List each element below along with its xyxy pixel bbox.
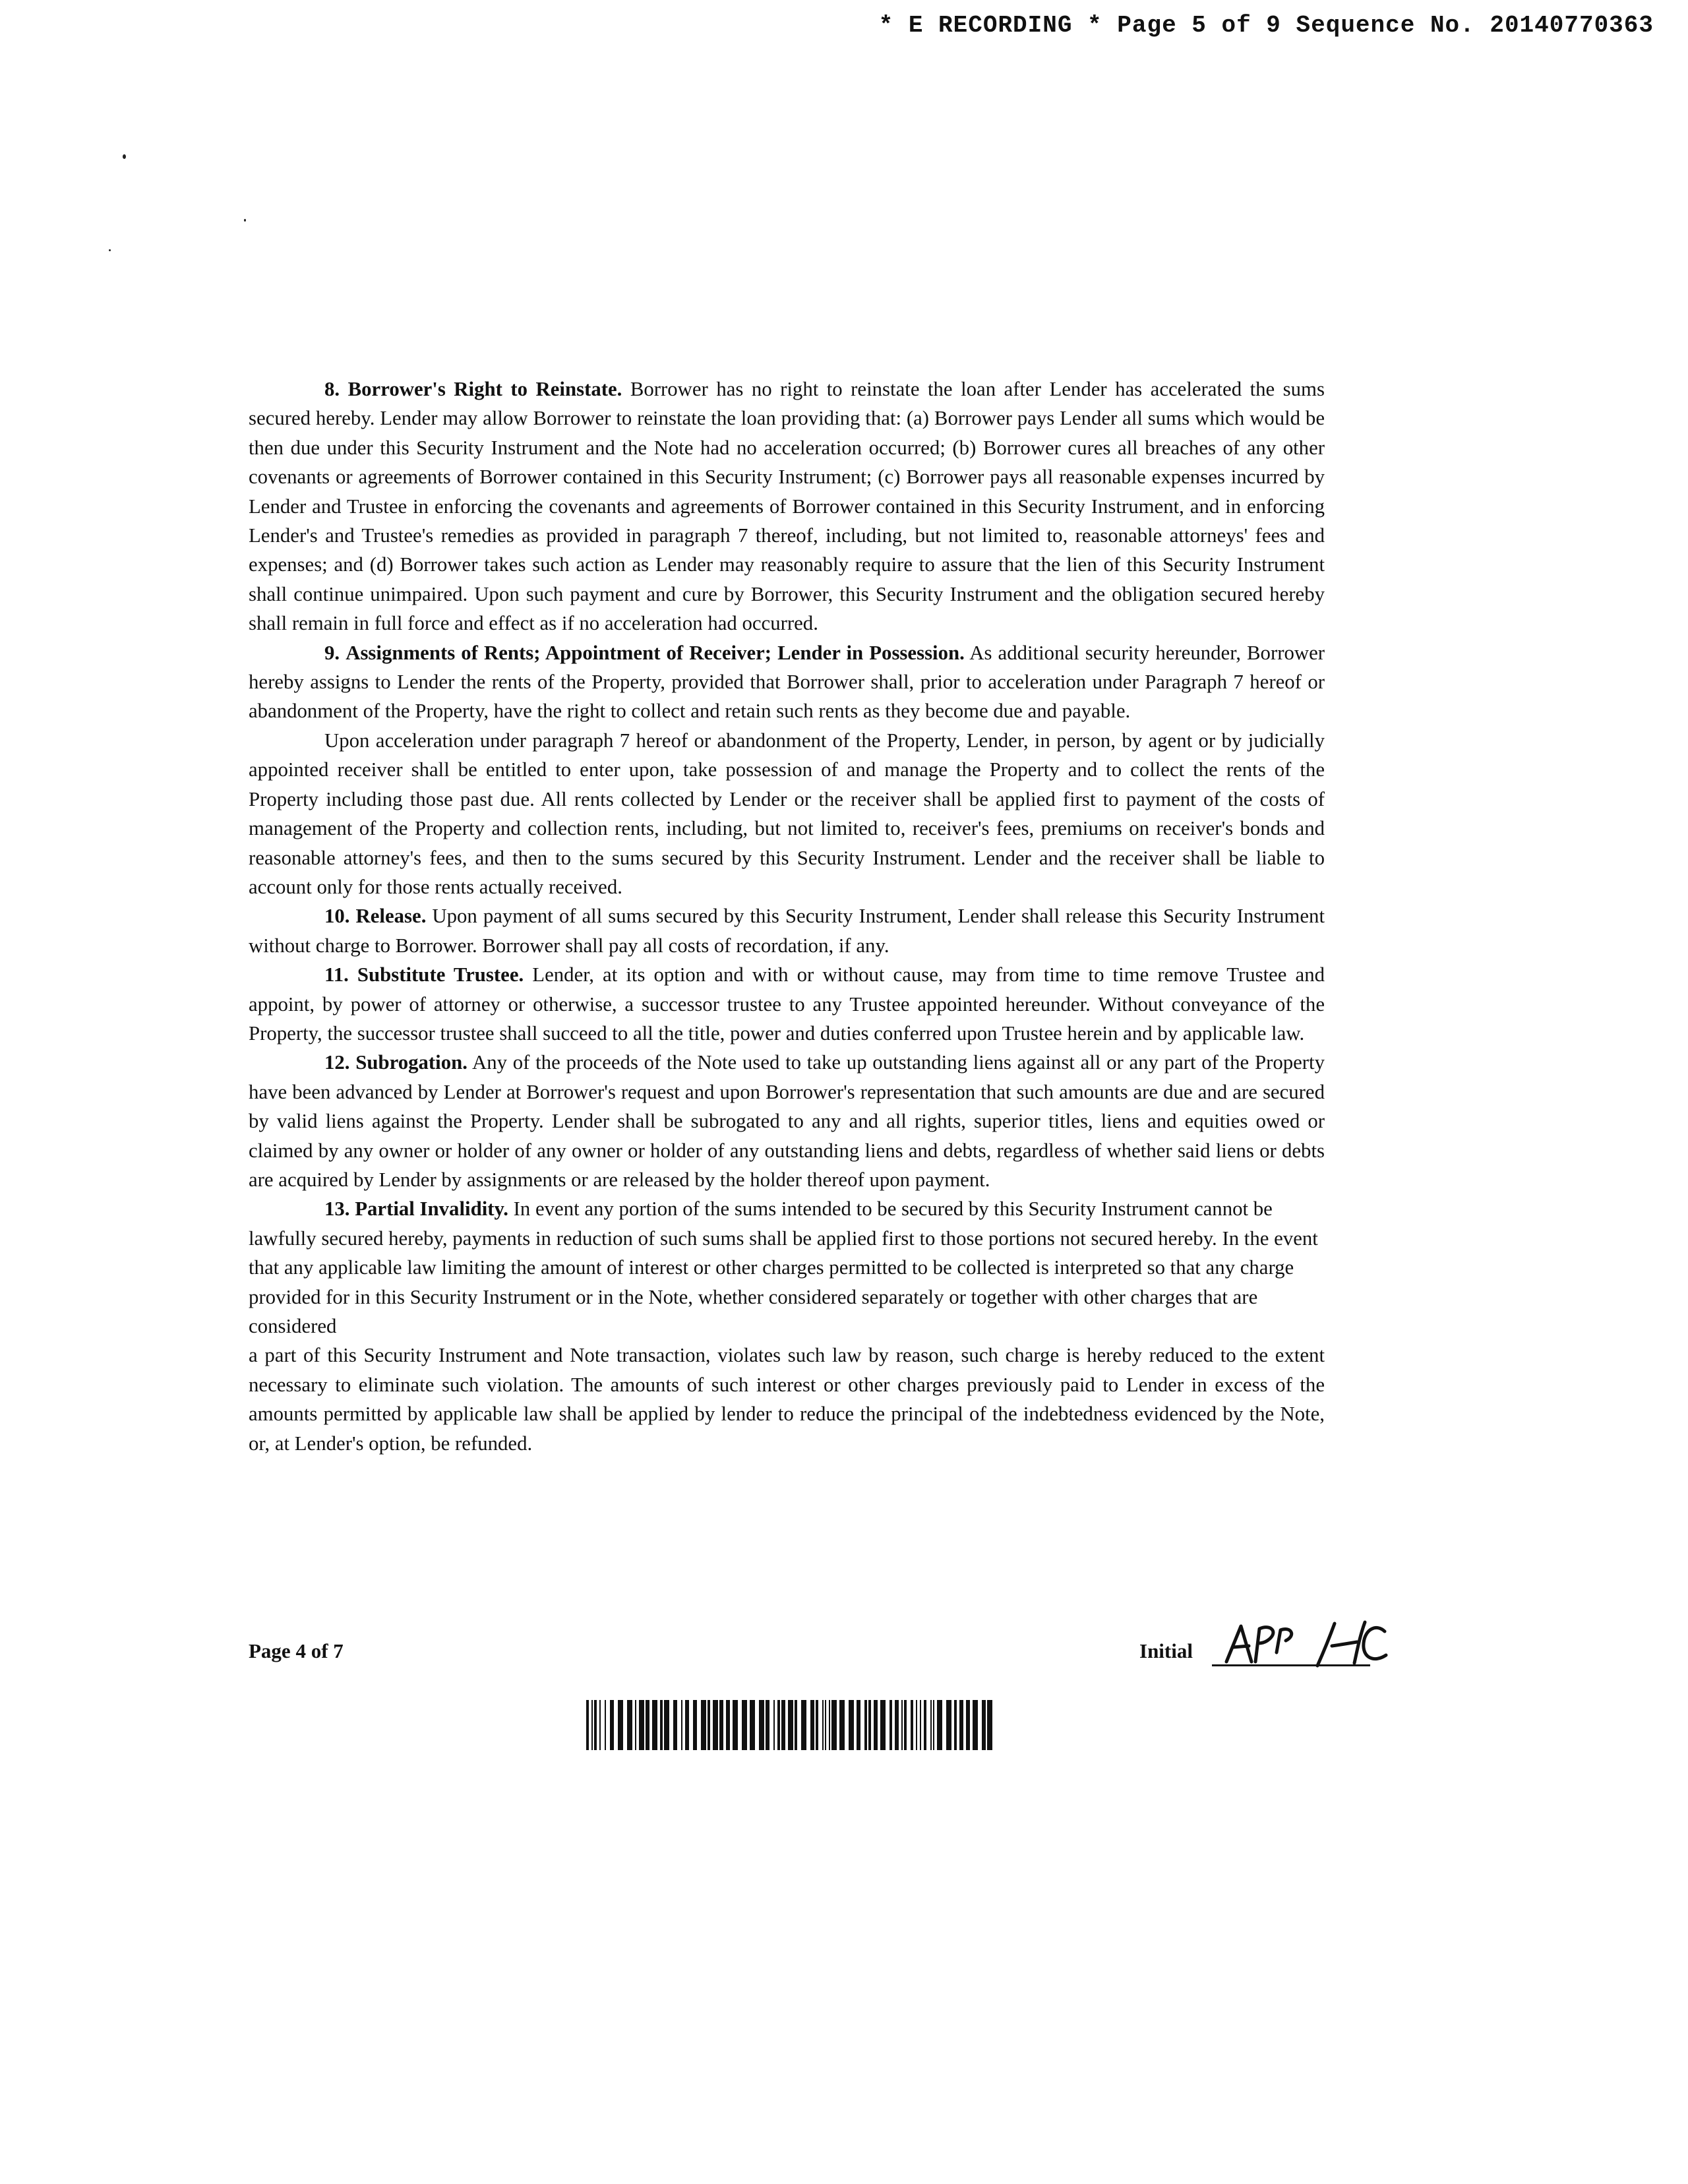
paragraph-partial-invalidity-continued [249,1341,1325,1458]
barcode-bar [987,1700,992,1750]
barcode-bar [849,1700,854,1750]
barcode-bar [889,1700,892,1750]
barcode-bar [857,1700,860,1750]
barcode-bar [664,1700,669,1750]
recording-header: * E RECORDING * Page 5 of 9 Sequence No. 20140770363 [878,12,1654,39]
barcode-bar [759,1700,764,1750]
barcode-bar [973,1700,978,1750]
paragraph-reinstate [249,375,1325,638]
paragraph-heading: Release. [355,905,427,928]
paragraph-text: In event any portion of the sums intended to be secured by this Security Instrument cannot be lawfully secured hereby, payments in reduction of such sums shall be applied first to those portions not secured hereby. In the event that any applicable law limiting the amount of interest or other charges permitted to be collected is interpreted so that any charge provided for in this Security Instrument or in the Note, whether considered separately or together with other charges that are considered [249,1198,1318,1337]
initial-label: Initial [1139,1639,1193,1662]
paragraph-text: Upon payment of all sums secured by this Security Instrument, Lender shall release this Security Instrument without charge to Borrower. Borrower shall pay all costs of recordation, if any. [249,905,1325,957]
paragraph-number: 8. [324,378,340,400]
barcode-bar [701,1700,706,1750]
barcode-bar [825,1700,826,1750]
paragraph-heading: Partial Invalidity. [355,1198,508,1221]
paragraph-text: Borrower has no right to reinstate the loan after Lender has accelerated the sums secured hereby. Lender may allow Borrower to reinstate the loan providing that: (a) Borrower pays Lender all sums which would be then due under this Security Instrument and the Note had no acceleration occurred; (b) Borrower cures all breaches of any other covenants or agreements of Borrower contained in this Security Instrument; (c) Borrower pays all reasonable expenses incurred by Lender and Trustee in enforcing the covenants and agreements of Borrower contained in this Security Instrument, and in enforcing Lender's and Trustee's remedies as provided in paragraph 7 thereof, including, but not limited to, reasonable attorneys' fees and expenses; and (d) Borrower takes such action as Lender may reasonably require to assure that the lien of this Security Instrument shall continue unimpaired. Upon such payment and cure by Borrower, this Security Instrument and the obligation secured hereby shall remain in full force and effect as if no acceleration had occurred. [249,378,1325,635]
paragraph-assignments-of-rents [249,638,1325,726]
barcode-bar [911,1700,913,1750]
barcode-bar [880,1700,886,1750]
paragraph-number: 12. [324,1051,350,1074]
paragraph-heading: Assignments of Rents; Appointment of Receiver; Lender in Possession. [346,641,965,664]
barcode-bar [822,1700,824,1750]
paragraph-partial-invalidity [249,1194,1325,1341]
handwritten-initials [1219,1614,1390,1674]
paragraph-text: Lender, at its option and with or without cause, may from time to time remove Trustee and appoint, by power of attorney or otherwise, a successor trustee to any Trustee appointed hereunder. Without conveyance of the Property, the successor trustee shall succeed to all the title, power and duties conferred upon Trustee herein and by applicable law. [249,963,1325,1045]
barcode-bar [801,1700,806,1750]
paragraph-subrogation [249,1048,1325,1194]
paragraph-text: a part of this Security Instrument and Note transaction, violates such law by reason, such charge is hereby reduced to the extent necessary to eliminate such violation. The amounts of such interest or other charges previously paid to Lender in excess of the amounts permitted by applicable law shall be applied by lender to reduce the principal of the indebtedness evidenced by the Note, or, at Lender's option, be refunded. [249,1344,1325,1455]
paragraph-text: Upon acceleration under paragraph 7 hereof or abandonment of the Property, Lender, in person, by agent or by judicially appointed receiver shall be entitled to enter upon, take possession of and manage the Property and to collect the rents of the Property including those past due. All rents collected by Lender or the receiver shall be applied first to payment of the costs of management of the Property and collection rents, including, but not limited to, receiver's fees, premiums on receiver's bonds and reasonable attorney's fees, and then to the sums secured by this Security Instrument. Lender and the receiver shall be liable to account only for those rents actually received. [249,729,1325,898]
barcode-bar [599,1700,601,1750]
paragraph-heading: Subrogation. [355,1051,467,1074]
barcode-bar [895,1700,899,1750]
barcode-bar [933,1700,934,1750]
barcode-bar [781,1700,785,1750]
scan-speck [244,219,246,222]
barcode-bar [904,1700,907,1750]
barcode-bar [586,1700,589,1750]
barcode-bar [660,1700,663,1750]
barcode-bar [693,1700,697,1750]
paragraph-number: 13. [324,1198,350,1221]
barcode-bar [639,1700,644,1750]
barcode-bar [685,1700,689,1750]
paragraph-number: 9. [324,641,340,664]
barcode-bar [901,1700,903,1750]
paragraph-text: Any of the proceeds of the Note used to take up outstanding liens against all or any part of the Property have been advanced by Lender at Borrower's request and upon Borrower's representation that such amounts are due and are secured by valid liens against the Property. Lender shall be subrogated to any and all rights, superior titles, liens and equities owed or claimed by any owner or holder of any owner or holder of any outstanding liens and debts, regardless of whether said liens or debts are acquired by Lender by assignments or are released by the holder thereof upon payment. [249,1051,1325,1191]
barcode-bar [816,1700,818,1750]
paragraph-text: As additional security hereunder, Borrower hereby assigns to Lender the rents of the Property, provided that Borrower shall, prior to acceleration under Paragraph 7 hereof or abandonment of the Property, have the right to collect and retain such rents as they become due and payable. [249,641,1325,723]
paragraph-heading: Borrower's Right to Reinstate. [347,378,622,400]
barcode-bar [864,1700,867,1750]
barcode-bar [874,1700,878,1750]
barcode-bar [795,1700,797,1750]
barcode-bar [946,1700,951,1750]
scan-speck [123,154,126,159]
paragraph-heading: Substitute Trustee. [357,963,524,986]
scan-speck [109,249,111,251]
barcode-bar [605,1700,606,1750]
barcode-bar [788,1700,793,1750]
barcode-bar [810,1700,814,1750]
barcode-bar [831,1700,837,1750]
barcode-bar [713,1700,718,1750]
barcode-bar [839,1700,845,1750]
barcode-bar [681,1700,682,1750]
barcode-bar [766,1700,769,1750]
barcode-bar [966,1700,970,1750]
barcode-bar [618,1700,623,1750]
barcode-bar [646,1700,649,1750]
paragraph-substitute-trustee [249,960,1325,1048]
barcode-bar [954,1700,957,1750]
paragraph-number: 11. [324,963,349,986]
document-body [249,375,1325,1458]
barcode-bar [719,1700,723,1750]
barcode-bar [829,1700,830,1750]
paragraph-number: 10. [324,905,350,928]
barcode-bar [777,1700,780,1750]
barcode-bar [591,1700,593,1750]
barcode-bar [708,1700,710,1750]
barcode-bar [937,1700,942,1750]
barcode-bar [750,1700,755,1750]
initials-block [1139,1614,1390,1674]
barcode-bar [916,1700,917,1750]
barcode-bar [742,1700,747,1750]
barcode-bar [930,1700,932,1750]
paragraph-release [249,901,1325,960]
barcode-bar [627,1700,632,1750]
barcode-bar [652,1700,657,1750]
barcode-bar [773,1700,775,1750]
barcode-bar [924,1700,926,1750]
barcode-bar [920,1700,921,1750]
barcode-bar [959,1700,963,1750]
barcode-bar [726,1700,730,1750]
barcode-bar [610,1700,614,1750]
barcode-bar [635,1700,636,1750]
barcode-bar [982,1700,986,1750]
page-number: Page 4 of 7 [249,1639,344,1662]
document-barcode [586,1700,999,1750]
paragraph-acceleration [249,726,1325,901]
barcode-bar [594,1700,597,1750]
barcode-bar [673,1700,677,1750]
barcode-bar [868,1700,871,1750]
barcode-bar [733,1700,738,1750]
